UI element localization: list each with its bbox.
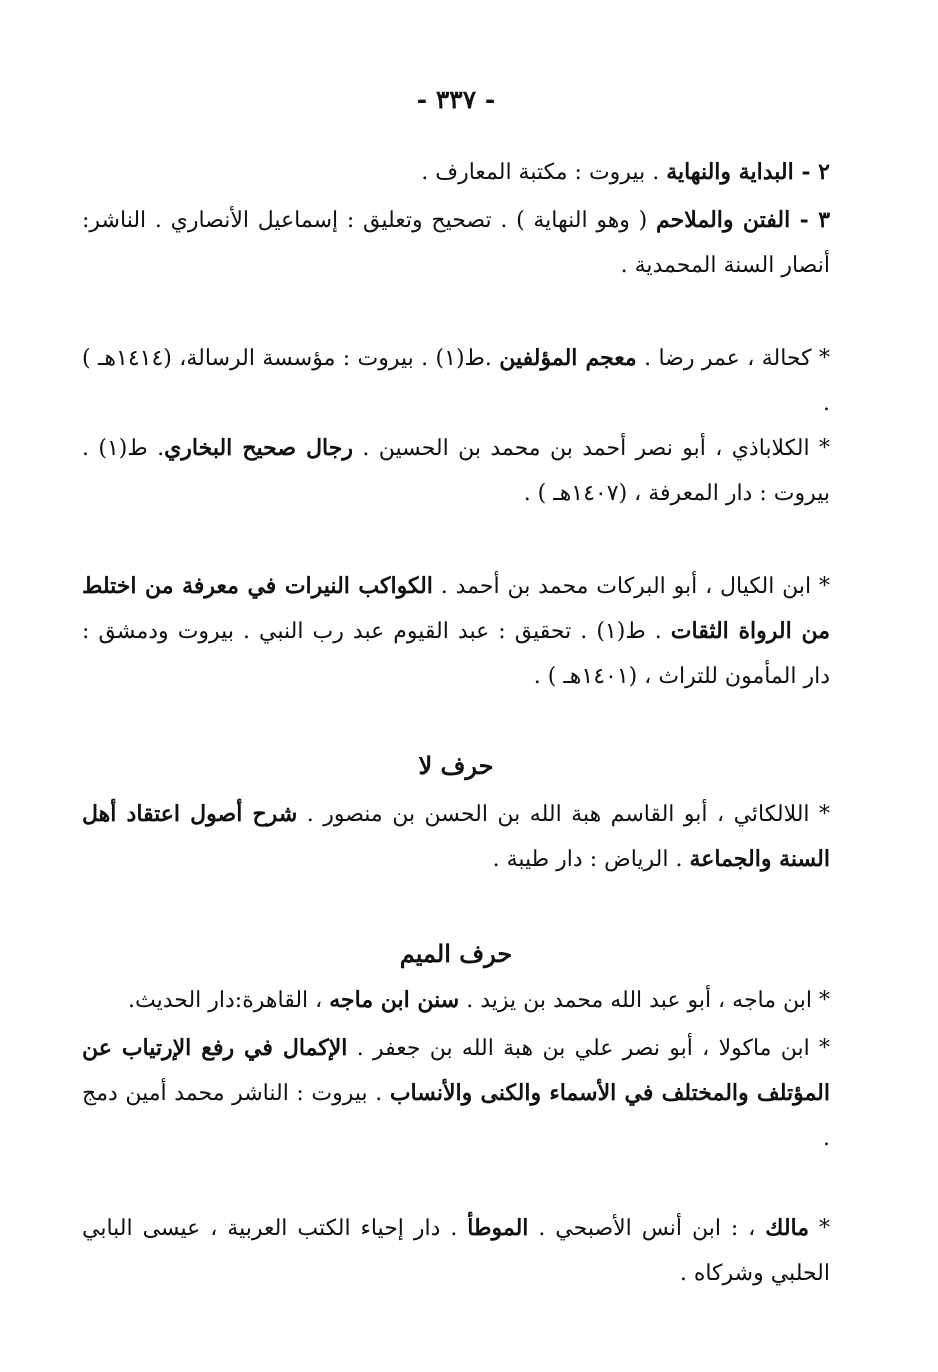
entry-title: رجال صحيح البخاري <box>164 435 353 461</box>
entry-number: ٢ - <box>793 159 830 185</box>
entry-title: شرح أصول اعتقاد أهل السنة والجماعة <box>82 801 830 872</box>
entry-details: ( وهو النهاية ) . تصحيح وتعليق : إسماعيل الأنصاري . الناشر: أنصار السنة المحمدية . <box>82 208 830 278</box>
entry-author: ، : ابن أنس الأصبحي . <box>528 1216 766 1241</box>
entry-author: * ابن ماكولا ، أبو نصر علي بن هبة الله بن جعفر . <box>347 1036 831 1061</box>
entry-title: الكواكب النيرات في معرفة من اختلط من الرواة الثقات <box>82 573 830 644</box>
bibliography-entry <box>82 150 830 195</box>
entry-details: . دار إحياء الكتب العربية ، عيسى البابي الحلبي وشركاه . <box>82 1216 830 1286</box>
bibliography-entry <box>82 978 830 1023</box>
entry-details: . بيروت : مكتبة المعارف . <box>421 160 667 185</box>
entry-number: ٣ - <box>790 207 831 233</box>
entry-details: . ط(١) . بيروت : دار المعرفة ، (١٤٠٧هـ ) . <box>82 436 830 506</box>
section-heading-mim: حرف الميم <box>399 939 513 968</box>
section-heading-lam: حرف لا <box>418 751 494 780</box>
entry-details: ، القاهرة:دار الحديث. <box>128 988 330 1013</box>
entry-title: الموطأ <box>467 1215 529 1241</box>
entry-details: .ط(١) . بيروت : مؤسسة الرسالة، (١٤١٤هـ ) . <box>82 346 830 416</box>
entry-author-bold: مالك <box>765 1215 810 1241</box>
bibliography-entry <box>82 426 830 516</box>
bibliography-entry <box>82 564 830 699</box>
entry-title: الفتن والملاحم <box>655 207 791 233</box>
entry-author: * ابن الكيال ، أبو البركات محمد بن أحمد . <box>432 574 830 599</box>
book-page <box>82 0 830 1372</box>
entry-title: البداية والنهاية <box>666 159 794 185</box>
entry-details: . الرياض : دار طيبة . <box>492 847 690 872</box>
entry-details: . ط(١) . تحقيق : عبد القيوم عبد رب النبي . بيروت ودمشق : دار المأمون للتراث ، (١٤٠١هـ ) . <box>82 619 830 689</box>
entry-author: * ابن ماجه ، أبو عبد الله محمد بن يزيد . <box>459 988 830 1013</box>
page-number: - ٣٣٧ - <box>416 85 496 114</box>
entry-title: معجم المؤلفين <box>499 345 637 371</box>
bibliography-entry <box>82 1026 830 1161</box>
entry-author: * الكلاباذي ، أبو نصر أحمد بن محمد بن الحسين . <box>352 436 830 461</box>
entry-author: * كحالة ، عمر رضا . <box>636 346 830 371</box>
entry-title: سنن ابن ماجه <box>329 987 460 1013</box>
entry-marker: * <box>809 1216 830 1241</box>
bibliography-entry <box>82 198 830 288</box>
bibliography-entry <box>82 792 830 882</box>
entry-title: الإكمال في رفع الإرتياب عن المؤتلف والمختلف في الأسماء والكنى والأنساب <box>82 1035 830 1106</box>
bibliography-entry <box>82 336 830 426</box>
bibliography-entry <box>82 1206 830 1296</box>
entry-author: * اللالكائي ، أبو القاسم هبة الله بن الحسن بن منصور . <box>297 802 831 827</box>
entry-details: . بيروت : الناشر محمد أمين دمج . <box>82 1081 830 1151</box>
